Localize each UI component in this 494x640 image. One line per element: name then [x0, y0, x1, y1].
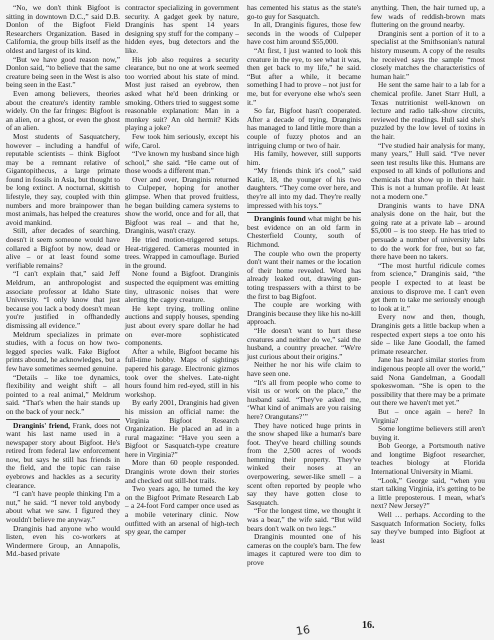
- article-paragraph: [247, 215, 361, 249]
- article-paragraph: [247, 21, 361, 47]
- article-paragraph: [6, 133, 120, 228]
- article-column-2: [125, 4, 239, 537]
- paragraph-text: “I've studied hair analysis for many, many years,” Hull said. “I've never seen test results like this. Humans are exposed to all kinds of pollutions and chemicals that show up in their hair. This is not a human profile. At least not a modern one.”: [371, 140, 485, 202]
- paragraph-text: Neither he nor his wife claim to have seen one.: [247, 360, 361, 378]
- paragraph-text: anything. Then, the hair turned up, a few wads of reddish-brown mats fluttering on the ground nearby.: [371, 3, 485, 30]
- article-paragraph: [371, 425, 485, 442]
- article-paragraph: [371, 511, 485, 545]
- article-paragraph: [247, 361, 361, 378]
- article-paragraph: [125, 459, 239, 485]
- article-paragraph: [125, 56, 239, 133]
- paragraph-text: Still, after decades of searching, doesn't it seem someone would have collared a Bigfoot by now, dead or alive – or at least found some verifiable remains?: [6, 226, 120, 270]
- article-paragraph: [247, 327, 361, 361]
- handwritten-page-mark: 16: [295, 623, 311, 638]
- article-paragraph: [6, 56, 120, 90]
- paragraph-text: Every now and then, though, Dranginis gets a little backup when a respected expert steps a toe onto his side – like Jane Goodall, the famed primate researcher.: [371, 312, 485, 356]
- article-paragraph: [6, 4, 120, 56]
- article-paragraph: [6, 374, 120, 417]
- article-paragraph: [125, 176, 239, 236]
- article-paragraph: [6, 525, 120, 559]
- article-paragraph: [371, 30, 485, 82]
- article-paragraph: [371, 4, 485, 30]
- paragraph-text: More than 60 people responded. Dranginis wrote down their stories and checked out still-hot trails.: [125, 458, 239, 485]
- paragraph-text: But – once again – here? In Virginia?: [371, 406, 485, 425]
- article-paragraph: [125, 133, 239, 150]
- paragraph-text: “No, we don't think Bigfoot is sitting in downtown D.C.,” said D.B. Donlon of the Bigfoot Field Researchers Organization. Based in California, the group bills itself as the oldest and largest of its kind.: [6, 3, 120, 55]
- article-paragraph: [6, 490, 120, 524]
- article-paragraph: [6, 422, 120, 491]
- paragraph-text: Dranginis had anyone who would listen, even his co-workers at Windermere Group, an Annapolis, Md.-based private: [6, 523, 120, 559]
- section-run-in: Dranginis' friend,: [13, 420, 71, 430]
- article-paragraph: [247, 4, 361, 21]
- article-paragraph: [125, 485, 239, 537]
- paragraph-text: His family, however, still supports him.: [247, 149, 361, 167]
- paragraph-text: “I can't explain that,” said Jeff Meldrum, an anthropologist and associate professor at Idaho State University. “I only know that just because you lack a body doesn't mean you're justified in offhandedly dismissing all evidence.”: [6, 269, 120, 330]
- paragraph-text: He tried motion-triggered setups. Heat-triggered. Cameras mounted in trees. Wrapped in camouflage. Buried in the ground.: [125, 235, 239, 270]
- article-paragraph: [371, 408, 485, 425]
- paragraph-text: Bob George, a Portsmouth native and longtime Bigfoot researcher, teaches biology at Florida International University in Miami.: [371, 441, 485, 477]
- paragraph-text: “But we have good reason now,” Donlon said, “to believe that the same creature being seen in the West is also being seen in the East.”: [6, 54, 120, 90]
- paragraph-text: He sent the same hair to a lab for a chemical profile. Janet Starr Hull, a Texas nutritionist well-known on lecture and radio talk-show circuits, reviewed the readings. Hull said she's puzzled by the low level of toxins in the hair.: [371, 80, 485, 141]
- article-paragraph: [6, 90, 120, 133]
- paragraph-text: Dranginis wants to have DNA analysis done on the hair, but the going rate at a private lab – around $5,000 – is too steep. He has tried to persuade a number of university labs to do the work for free, but so far, there have been no takers.: [371, 200, 485, 262]
- section-divider: [247, 212, 361, 213]
- article-paragraph: [371, 81, 485, 141]
- paragraph-text: “My friends think it's cool,” said Katie, 18, the younger of his two daughters. “They come over here, and they're all into my dad. They're really impressed with his toys.”: [247, 166, 361, 210]
- paragraph-text: His job also requires a security clearance, but no one at work seemed too worried about his state of mind. Most just raised an eyebrow, then asked what he'd been drinking or smoking. Others tried to suggest some reasonable explanation: Man in a monkey suit? An old hermit? Kids playing a joke?: [125, 54, 239, 133]
- paragraph-text: “It's all from people who come to visit us or work on the place,” the husband said. “They've asked me, ‘What kind of animals are you raising here? Orangutans?’”: [247, 377, 361, 421]
- paragraph-text: Jane has heard similar stories from indigenous people all over the world,” said Nona Gandelman, a Goodall spokeswoman. “She is open to the possibility that there may be a primate out there we haven't met yet.”: [371, 355, 485, 408]
- article-paragraph: [125, 236, 239, 270]
- article-paragraph: [247, 533, 361, 567]
- section-divider: [6, 419, 120, 420]
- paragraph-text: Dranginis sent a portion of it to a specialist at the Smithsonian's natural history museum. A copy of the results he received says the sample “most closely matches the characteristics of human hair.”: [371, 28, 485, 81]
- article-paragraph: [125, 348, 239, 400]
- article-paragraph: [247, 250, 361, 302]
- paragraph-text: He kept trying, trolling online auctions and supply houses, spending just about every spare dollar he had on ever-more sophisticated components.: [125, 303, 239, 348]
- article-paragraph: [371, 313, 485, 356]
- paragraph-text: what might be his best evidence on an old farm in Chesterfield County, south of Richmond.: [247, 214, 361, 250]
- paragraph-text: “I can't have people thinking I'm a nut,” he said. “I never told anybody about what we saw. I figured they wouldn't believe me anyway.”: [6, 489, 120, 525]
- article-paragraph: [371, 202, 485, 262]
- article-paragraph: [125, 4, 239, 56]
- article-paragraph: [125, 305, 239, 348]
- paragraph-text: By early 2001, Dranginis had given his mission an official name: the Virginia Bigfoot Research Organization. He placed an ad in a rural magazine: “Have you seen a Bigfoot or Sasquatch-type creature here in Virginia?”: [125, 398, 239, 459]
- article-paragraph: [371, 442, 485, 476]
- paragraph-text: “At first, I just wanted to look this creature in the eye, to see what it was, then get back to my life,” he said. “But after a while, it became something I had to prove – not just for me, but for everyone else who's seen it.”: [247, 45, 361, 107]
- article-paragraph: [247, 167, 361, 210]
- paragraph-text: Dranginis mounted one of his cameras on the couple's barn. The few images it captured were too dim to prove: [247, 532, 361, 567]
- article-paragraph: [247, 47, 361, 107]
- article-paragraph: [125, 270, 239, 304]
- paragraph-text: Even among believers, theories about the creature's identity ramble widely. On the far fringes: Bigfoot is an alien, or a ghost, or even the ghost of an alien.: [6, 88, 120, 133]
- paragraph-text: None found a Bigfoot. Dranginis suspected the equipment was emitting tiny, ultrasonic noises that were alerting the cagey creature.: [125, 269, 239, 305]
- paragraph-text: “Details – like toe dynamics, flexibility and weight shift – all pointed to a real animal,” Meldrum said. “That's when the hair stands up on the back of your neck.”: [6, 372, 120, 416]
- paragraph-text: They have noticed huge prints in the snow shaped like a human's bare foot. They've heard chilling sounds from the 2,500 acres of woods hemming their property. They've winked their noses at an overpowering, sewer-like smell – a scent often reported by people who say they have gotten close to Sasquatch.: [247, 420, 361, 507]
- paragraph-text: Over and over, Dranginis returned to Culpeper, hoping for another glimpse. When that proved fruitless, he began building camera systems to show the world, once and for all, that Bigfoot was real – and that he, Dranginis, wasn't crazy.: [125, 174, 239, 236]
- article-paragraph: [247, 507, 361, 533]
- paragraph-text: contractor specializing in government security. A gadget geek by nature, Dranginis has spent 14 years designing spy stuff for the company – hidden eyes, bug detectors and the like.: [125, 3, 239, 55]
- paragraph-text: Some longtime believers still aren't buying it.: [371, 424, 485, 442]
- article-paragraph: [371, 142, 485, 202]
- paragraph-text: Meldrum specializes in primate studies, with a focus on how two-legged species walk. Fake Bigfoot prints abound, he acknowledges, but a few have sometimes seemed genuine.: [6, 329, 120, 373]
- paragraph-text: Well … perhaps. According to the Sasquatch Information Society, folks say they've bumped into Bigfoot at least: [371, 510, 485, 545]
- paragraph-text: The couple are working with Dranginis because they like his no-kill approach.: [247, 300, 361, 327]
- article-paragraph: [371, 356, 485, 408]
- paragraph-text: “The most hurtful ridicule comes from science,” Dranginis said, “the people I expected to at least be anxious to disprove me. I can't even get them to take me seriously enough to look at it.”: [371, 260, 485, 313]
- article-paragraph: [247, 422, 361, 508]
- paragraph-text: Frank, does not want his last name used in a newspaper story about Bigfoot. He's retired from federal law enforcement now, but says he still has friends in the field, and the topic can raise eyebrows and hackles as a security clearance.: [6, 420, 121, 490]
- paragraph-text: Two years ago, he turned the key on the Bigfoot Primate Research Lab – a 24-foot Ford camper once used as a mobile veterinary clinic. Now outfitted with an arsenal of high-tech spy gear, the camper: [125, 484, 239, 537]
- paragraph-text: So far, Bigfoot hasn't cooperated. After a decade of trying, Dranginis has managed to land little more than a couple of fuzzy photos and an intriguing clump or two of hair.: [247, 106, 361, 150]
- paragraph-text: After a while, Bigfoot became his full-time hobby. Maps of sightings papered his garage. Electronic gizmos took over the shelves. Late-night hours found him red-eyed, still in his workshop.: [125, 346, 239, 399]
- article-column-1: [6, 4, 120, 559]
- article-column-4: [371, 4, 485, 545]
- paragraph-text: “For the longest time, we thought it was a bear,” the wife said. “But wild bears don't walk on two legs.”: [247, 506, 361, 533]
- paragraph-text: has cemented his status as the state's go-to guy for Sasquatch.: [247, 3, 361, 21]
- page-number: 16.: [362, 620, 375, 631]
- article-paragraph: [6, 331, 120, 374]
- article-paragraph: [247, 301, 361, 327]
- paragraph-text: Most students of Sasquatchery, however – including a handful of reputable scientists – think Bigfoot may be a remnant relative of Gigantopithecus, a large primate found in fossils in Asia, but thought to be long extinct. A nocturnal, skittish lifestyle, they say, coupled with thin numbers and more brainpower than most animals, has helped the creatures avoid mankind.: [6, 131, 120, 227]
- paragraph-text: “He doesn't want to hurt these creatures and neither do we,” said the husband, a country preacher. “We're just curious about their origins.”: [247, 325, 361, 361]
- paragraph-text: In all, Dranginis figures, those few seconds in the woods of Culpeper have cost him around $55,000.: [247, 20, 361, 47]
- article-paragraph: [6, 227, 120, 270]
- article-paragraph: [247, 107, 361, 150]
- article-paragraph: [125, 150, 239, 176]
- article-paragraph: [247, 150, 361, 167]
- paragraph-text: “Look,” George said, “when you start talking Virginia, it's getting to be a little preposterous. I mean, what's next? New Jersey?”: [371, 475, 485, 511]
- section-run-in: Dranginis found: [254, 214, 306, 224]
- article-paragraph: [371, 262, 485, 314]
- paragraph-text: Few took him seriously, except his wife, Carol.: [125, 131, 239, 150]
- article-paragraph: [125, 399, 239, 459]
- article-paragraph: [6, 270, 120, 330]
- paragraph-text: “I've known my husband since high school,” she said. “He came out of those woods a different man.”: [125, 149, 239, 176]
- article-paragraph: [247, 379, 361, 422]
- article-column-3: [247, 4, 361, 568]
- article-paragraph: [371, 477, 485, 511]
- paragraph-text: The couple who own the property don't want their names or the location of their home revealed. Word has already leaked out, drawing gun-toting trespassers with a thirst to be the first to bag Bigfoot.: [247, 248, 361, 301]
